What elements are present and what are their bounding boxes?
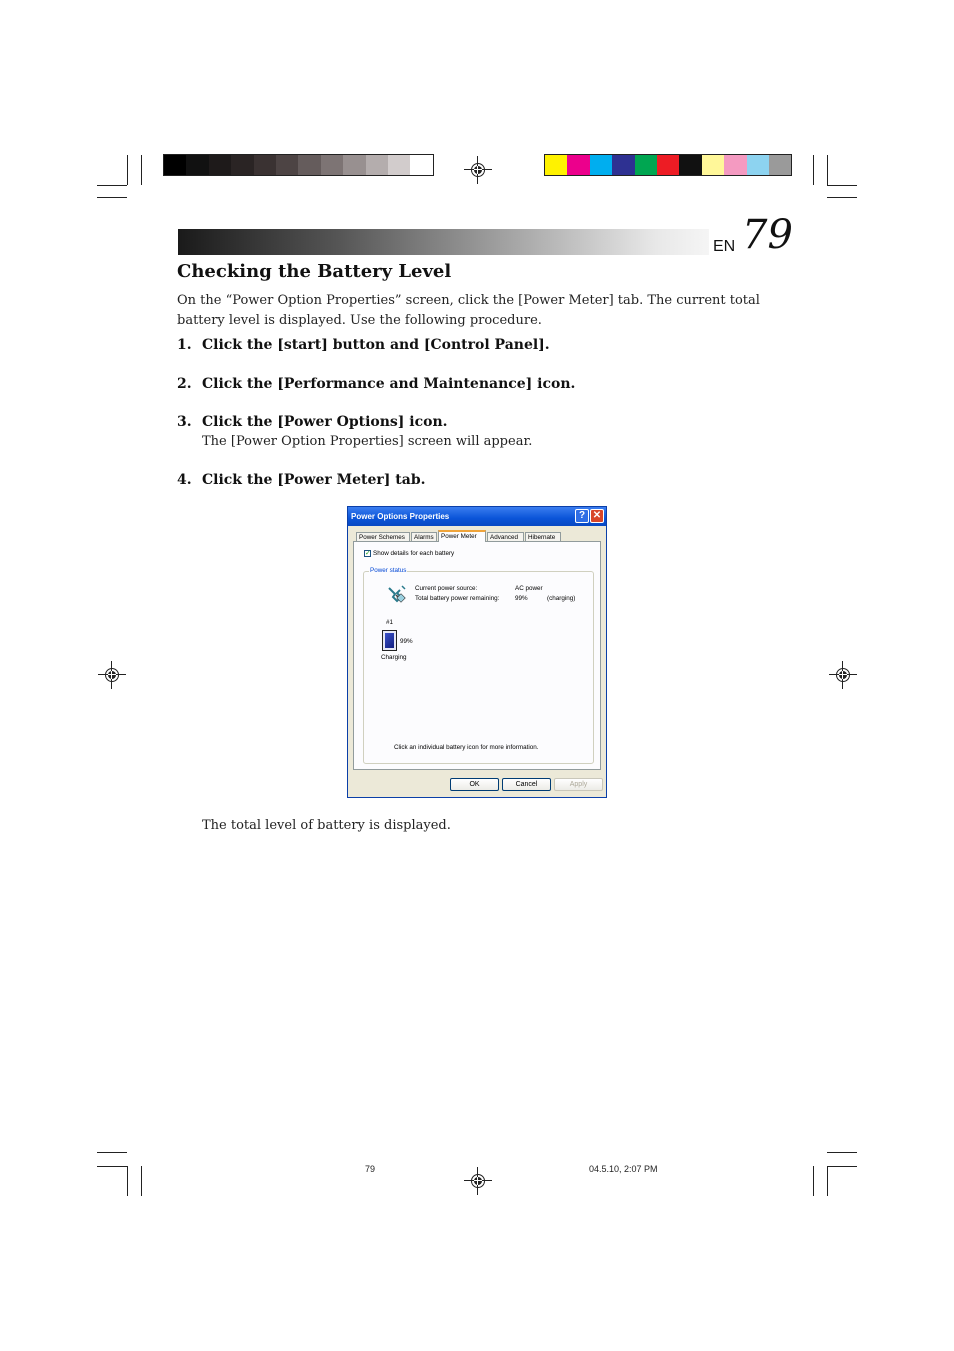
power-status-group [363, 567, 594, 764]
battery-level-fill [385, 633, 394, 648]
crop-mark [97, 1152, 127, 1153]
color-swatch [545, 155, 567, 175]
dialog-title-bar [348, 507, 606, 526]
header-gradient-band [178, 229, 709, 255]
step-3-note: The [Power Option Properties] screen will appear. [202, 434, 533, 449]
step-text: Click the [Performance and Maintenance] icon. [202, 376, 576, 392]
apply-button[interactable]: Apply [554, 778, 603, 791]
registration-mark-icon [464, 1167, 492, 1195]
battery-icon[interactable] [382, 630, 397, 651]
power-source-label: Current power source: [415, 585, 478, 592]
dialog-title: Power Options Properties [351, 512, 450, 521]
show-details-checkbox[interactable]: ✓ [365, 550, 371, 557]
color-swatch [590, 155, 612, 175]
battery-percent: 99% [400, 638, 413, 645]
crop-mark [141, 155, 142, 185]
step-2 [177, 376, 575, 392]
remaining-value: 99% [515, 595, 528, 602]
color-swatch [276, 155, 298, 175]
step-text: Click the [Power Options] icon. [202, 414, 448, 430]
registration-mark-icon [829, 661, 857, 689]
intro-paragraph: On the “Power Option Properties” screen, click the [Power Meter] tab. The current total battery level is displayed. Use the following procedure. [177, 293, 760, 328]
color-swatch [343, 155, 365, 175]
crop-mark [97, 185, 127, 186]
remaining-label: Total battery power remaining: [415, 595, 500, 602]
tab-advanced[interactable]: Advanced [487, 532, 524, 541]
tab-power-meter[interactable]: Power Meter [438, 530, 486, 542]
show-details-row[interactable] [364, 550, 454, 557]
color-swatch [679, 155, 701, 175]
step-1 [177, 337, 550, 353]
color-swatch [567, 155, 589, 175]
battery-hint: Click an individual battery icon for more information. [394, 744, 539, 751]
ac-plug-icon [386, 584, 406, 604]
footer-timestamp: 04.5.10, 2:07 PM [589, 1164, 658, 1174]
crop-mark [97, 1166, 127, 1167]
battery-number: #1 [386, 619, 394, 626]
color-swatch [657, 155, 679, 175]
close-icon[interactable]: ✕ [590, 509, 604, 523]
crop-mark [827, 1152, 857, 1153]
crop-mark [813, 1166, 814, 1196]
color-swatch [388, 155, 410, 175]
grayscale-color-bar [163, 154, 434, 176]
step-text: Click the [Power Meter] tab. [202, 472, 426, 488]
section-title: Checking the Battery Level [177, 261, 452, 282]
checkbox-label: Show details for each battery [373, 550, 455, 557]
crop-mark [127, 155, 128, 185]
color-swatch [635, 155, 657, 175]
process-color-bar [544, 154, 792, 176]
color-swatch [769, 155, 791, 175]
crop-mark [827, 155, 828, 185]
cancel-button[interactable]: Cancel [502, 778, 551, 791]
color-swatch [231, 155, 253, 175]
color-swatch [747, 155, 769, 175]
step-number: 2. [177, 376, 192, 392]
help-icon[interactable]: ? [575, 509, 589, 523]
tab-alarms[interactable]: Alarms [411, 532, 437, 541]
crop-mark [827, 1166, 828, 1196]
caption: The total level of battery is displayed. [202, 818, 451, 833]
color-swatch [254, 155, 276, 175]
tab-hibernate[interactable]: Hibernate [525, 532, 561, 541]
crop-mark [127, 1166, 128, 1196]
step-3 [177, 414, 448, 430]
color-swatch [186, 155, 208, 175]
registration-mark-icon [464, 156, 492, 184]
page-number: 79 [742, 212, 793, 258]
language-label: EN [713, 238, 736, 255]
step-number: 3. [177, 414, 192, 430]
power-meter-panel [353, 541, 601, 770]
crop-mark [97, 197, 127, 198]
crop-mark [827, 197, 857, 198]
color-swatch [164, 155, 186, 175]
crop-mark [827, 185, 857, 186]
step-number: 4. [177, 472, 192, 488]
crop-mark [141, 1166, 142, 1196]
tab-power-schemes[interactable]: Power Schemes [356, 532, 410, 541]
registration-mark-icon [98, 661, 126, 689]
color-swatch [321, 155, 343, 175]
group-label: Power status [370, 567, 407, 574]
color-swatch [702, 155, 724, 175]
color-swatch [612, 155, 634, 175]
battery-status: Charging [381, 654, 407, 661]
crop-mark [813, 155, 814, 185]
step-4 [177, 472, 425, 488]
color-swatch [209, 155, 231, 175]
color-swatch [298, 155, 320, 175]
ok-button[interactable]: OK [450, 778, 499, 791]
step-number: 1. [177, 337, 192, 353]
remaining-status: (charging) [547, 595, 576, 602]
color-swatch [724, 155, 746, 175]
power-source-value: AC power [515, 585, 543, 592]
step-text: Click the [start] button and [Control Panel]. [202, 337, 550, 353]
crop-mark [827, 1166, 857, 1167]
power-options-dialog [347, 506, 607, 798]
color-swatch [366, 155, 388, 175]
color-swatch [410, 155, 432, 175]
footer-page-number: 79 [365, 1164, 376, 1174]
